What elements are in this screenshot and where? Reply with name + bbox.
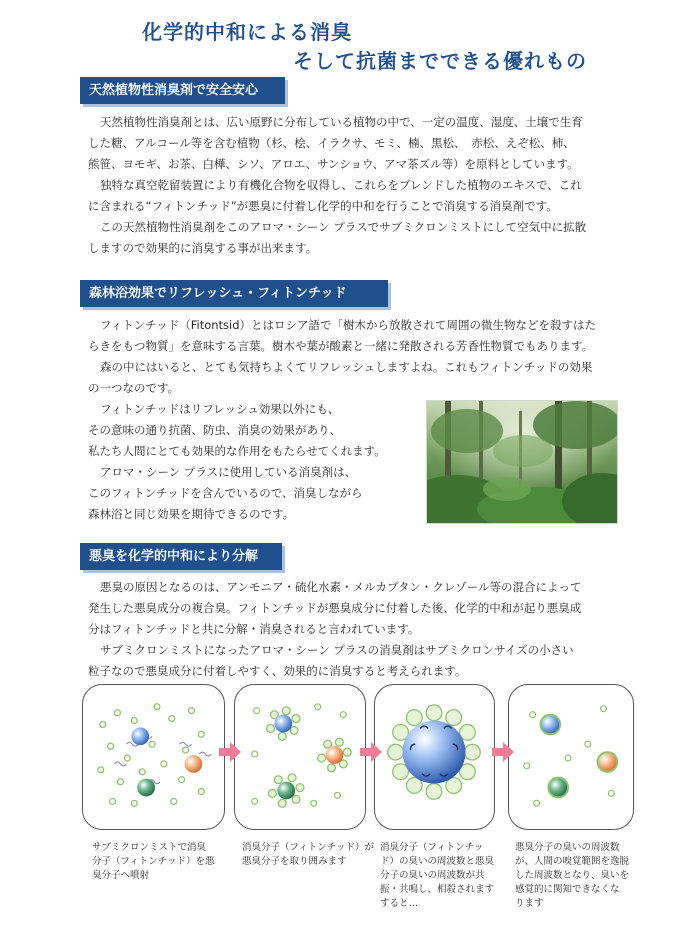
section3-line: 悪臭の原因となるのは、アンモニア・硫化水素・メルカプタン・クレゾール等の混合によって	[100, 580, 582, 594]
section2-line: フィトンチッドはリフレッシュ効果以外にも、	[100, 402, 340, 416]
section2-line: その意味の通り抗菌、防虫、消臭の効果があり、	[88, 423, 341, 437]
section1-line: この天然植物性消臭剤をこのアロマ・シーン プラスでサブミクロンミストにして空気中に拡散	[100, 220, 587, 234]
diagram-panel-neutralized	[508, 684, 634, 830]
diagram-caption-1: サブミクロンミストで消臭 分子（フィトンチッド）を悪 臭分子へ噴射	[92, 842, 215, 881]
section2-line: フィトンチッド（Fitontsid）とはロシア語で「樹木から放散されて周囲の微生物などを殺すはた	[100, 318, 597, 332]
section1-line: に含まれる“フィトンチッド”が悪臭に付着し化学的中和を行うことで消臭する消臭剤です。	[88, 199, 558, 213]
section3-line: サブミクロンミストになったアロマ・シーン プラスの消臭剤はサブミクロンサイズの小さい	[100, 643, 574, 657]
diagram-panel-spray	[82, 684, 225, 830]
diagram-caption-2: 消臭分子（フィトンチッド）が 悪臭分子を取り囲みます	[242, 842, 374, 867]
section2-line: アロマ・シーン プラスに使用している消臭剤は、	[100, 465, 357, 479]
section-heading-phytoncide: 森林浴効果でリフレッシュ・フィトンチッド	[80, 280, 388, 307]
page-title-line-1: 化学的中和による消臭	[142, 20, 352, 44]
section2-line: らきをもつ物質」を意味する言葉。樹木や葉が酸素と一緒に発散される芳香性物質でもあります。	[88, 339, 594, 353]
section3-line: 発生した悪臭成分の複合臭。フィトンチッドが悪臭成分に付着した後、化学的中和が起り悪臭成	[88, 601, 582, 615]
forest-photo	[426, 400, 618, 524]
section2-line: 私たち人間にとても効果的な作用をもたらせてくれます。	[88, 444, 386, 458]
diagram-panel-surround	[234, 684, 366, 830]
section3-line: 粒子なので悪臭成分に付着しやすく、効果的に消臭すると考えられます。	[88, 664, 467, 678]
diagram-caption-3: 消臭分子（フィトンチッ ド）の臭いの周波数と悪臭 分子の臭いの周波数が共 振・共鳴し、相殺されます すると…	[380, 842, 495, 909]
section3-line: 分はフィトンチッドと共に分解・消臭されると言われています。	[88, 622, 420, 636]
page-title-line-2: そして抗菌までできる優れもの	[293, 49, 587, 73]
section2-line: の一つなのです。	[88, 381, 180, 395]
section1-line: 天然植物性消臭剤とは、広い原野に分布している植物の中で、一定の温度、湿度、土壌で生育	[100, 115, 583, 129]
section1-line: 熊笹、ヨモギ、お茶、白樺、シソ、アロエ、サンショウ、アマ茶ズル等）を原料としています。	[88, 157, 579, 171]
section1-line: 独特な真空乾留装置により有機化合物を収得し、これらをブレンドした植物のエキスで、これ	[100, 178, 582, 192]
diagram-caption-4: 悪臭分子の臭いの周波数 が、人間の嗅覚範囲を逸脱 した周波数となり、臭いを 感覚的に関知できなくな ります	[515, 842, 630, 909]
section1-line: した糖、アルコール等を含む植物（杉、桧、イラクサ、モミ、楠、黒松、 赤松、えぞ松、柿、	[88, 136, 575, 150]
section-heading-natural-deodorant: 天然植物性消臭剤で安全安心	[80, 77, 285, 104]
section1-line: しますので効果的に消臭する事が出来ます。	[88, 241, 318, 255]
section2-line: 森の中にはいると、とても気持ちよくてリフレッシュしますよね。これもフィトンチッドの効果	[100, 360, 593, 374]
diagram-panel-resonance	[374, 684, 495, 830]
section2-line: 森林浴と同じ効果を期待できるのです。	[88, 507, 295, 521]
section2-line: このフィトンチッドを含んでいるので、消臭しながら	[88, 486, 363, 500]
section-heading-chemical-neutralization: 悪臭を化学的中和により分解	[80, 543, 282, 570]
